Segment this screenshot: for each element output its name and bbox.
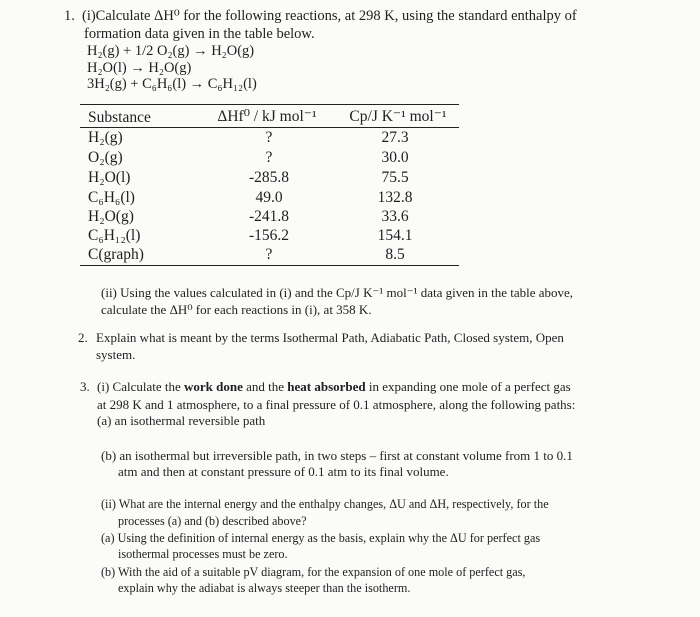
table-cell-substance: H₂O(g): [88, 208, 134, 225]
table-cell-enthalpy: -156.2: [248, 227, 290, 244]
table-cell-cp: 75.5: [381, 169, 409, 186]
q2-line2: system.: [96, 347, 136, 362]
q3-part2b-line1: (b) With the aid of a suitable pV diagram, for the expansion of one mole of perfect gas,: [101, 565, 526, 579]
table-cell-substance: C(graph): [88, 246, 144, 263]
q1-part2-line2: calculate the ΔH⁰ for each reactions in (i), at 358 K.: [101, 302, 372, 317]
table-cell-cp: 132.8: [377, 189, 413, 206]
reaction-2: H₂O(l) → H₂O(g): [87, 60, 192, 76]
table-bottom-rule: [80, 265, 459, 266]
table-header-cp: Cp/J K⁻¹ mol⁻¹: [349, 108, 447, 125]
q3-path-b-line2: atm and then at constant pressure of 0.1 atm to its final volume.: [118, 464, 449, 479]
q2-line1: Explain what is meant by the terms Isothermal Path, Adiabatic Path, Closed system, Open: [96, 330, 564, 345]
q3-part2b-line2: explain why the adiabat is always steeper than the isotherm.: [118, 581, 411, 595]
reaction-1: H₂(g) + 1/2 O₂(g) → H₂O(g): [87, 43, 255, 59]
q3-number: 3.: [80, 379, 90, 394]
table-cell-enthalpy: -285.8: [248, 169, 290, 186]
table-cell-enthalpy: ?: [265, 129, 273, 146]
q3-part2-line1: (ii) What are the internal energy and the enthalpy changes, ΔU and ΔH, respectively, for the: [101, 497, 549, 511]
q1-intro-line1: (i)Calculate ΔH⁰ for the following reactions, at 298 K, using the standard enthalpy of: [82, 8, 577, 24]
table-cell-substance: H₂O(l): [88, 169, 131, 186]
table-cell-cp: 33.6: [381, 208, 409, 225]
table-cell-cp: 8.5: [385, 246, 405, 263]
table-cell-enthalpy: -241.8: [248, 208, 290, 225]
q1-intro-line2: formation data given in the table below.: [84, 26, 315, 42]
reaction-3: 3H₂(g) + C₆H₆(l) → C₆H₁₂(l): [87, 76, 257, 92]
table-cell-cp: 154.1: [377, 227, 413, 244]
table-header-rule: [80, 127, 459, 128]
q3-part2-line2: processes (a) and (b) described above?: [118, 514, 307, 528]
table-top-rule: [80, 104, 459, 105]
table-cell-substance: H₂(g): [88, 129, 123, 146]
q1-part2-line1: (ii) Using the values calculated in (i) and the Cp/J K⁻¹ mol⁻¹ data given in the table above,: [101, 285, 574, 300]
q1-number: 1.: [64, 8, 75, 24]
q3-line1: (i) Calculate the work done and the heat absorbed in expanding one mole of a perfect gas: [97, 379, 571, 394]
table-cell-enthalpy: 49.0: [255, 189, 283, 206]
table-cell-substance: O₂(g): [88, 149, 123, 166]
q3-path-b-line1: (b) an isothermal but irreversible path, in two steps – first at constant volume from 1 to 0.1: [101, 448, 573, 463]
q3-part2a-line1: (a) Using the definition of internal energy as the basis, explain why the ΔU for perfect gas: [101, 531, 541, 545]
table-cell-substance: C₆H₁₂(l): [88, 227, 141, 244]
table-cell-cp: 30.0: [381, 149, 409, 166]
q3-line2: at 298 K and 1 atmosphere, to a final pressure of 0.1 atmosphere, along the following paths:: [97, 397, 576, 412]
table-cell-enthalpy: ?: [265, 246, 273, 263]
q3-part2a-line2: isothermal processes must be zero.: [118, 547, 288, 561]
q2-number: 2.: [78, 330, 88, 345]
table-header-enthalpy: ΔHf⁰ / kJ mol⁻¹: [217, 108, 317, 125]
q3-path-a: (a) an isothermal reversible path: [97, 413, 266, 428]
table-cell-enthalpy: ?: [265, 149, 273, 166]
table-header-substance: Substance: [88, 109, 151, 126]
table-cell-cp: 27.3: [381, 129, 409, 146]
table-cell-substance: C₆H₆(l): [88, 189, 135, 206]
